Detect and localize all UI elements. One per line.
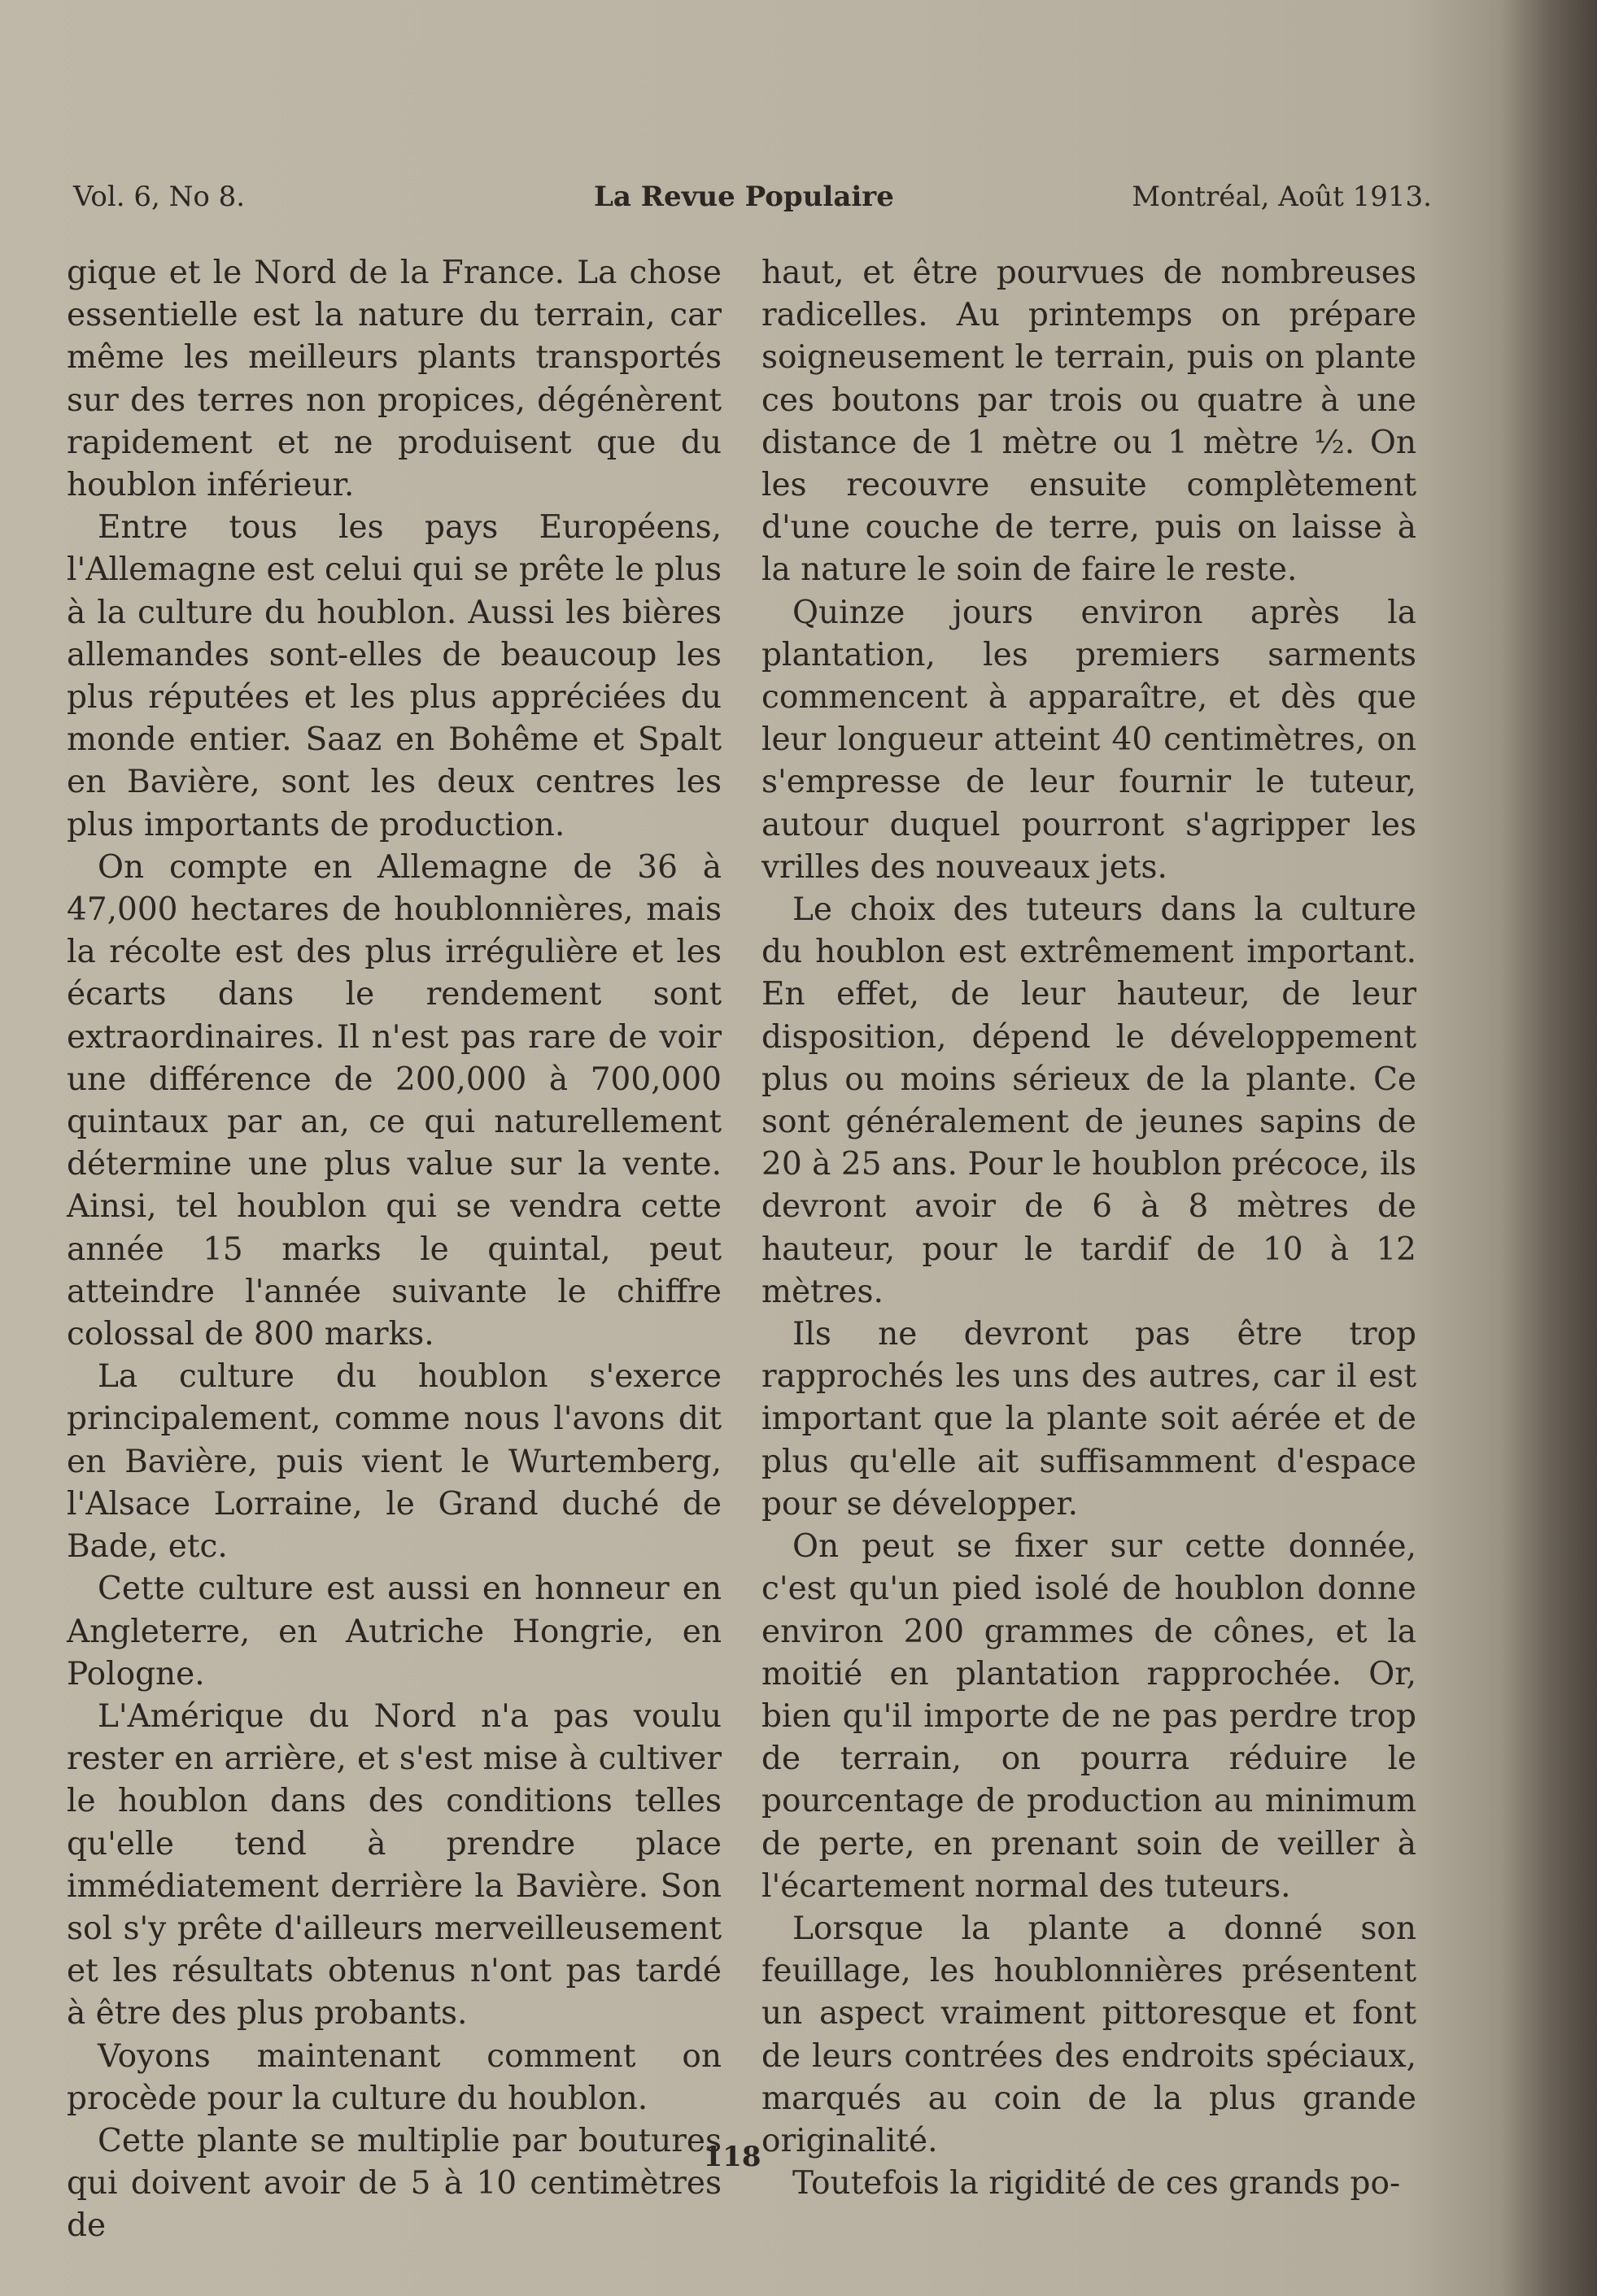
volume-number: Vol. 6, No 8. xyxy=(73,181,246,213)
page-number: 118 xyxy=(703,2141,761,2173)
paragraph: L'Amérique du Nord n'a pas voulu rester en arrière, et s'est mise à cultiver le houblon dans des conditions telles qu'elle tend à prendre place immédiatement derrière la Bavière. Son sol s'y prête d'ailleurs merveilleusement et les résultats obtenus n'ont pas tardé à être des plus probants. xyxy=(67,1697,722,2032)
journal-title: La Revue Populaire xyxy=(594,181,894,213)
paragraph: Le choix des tuteurs dans la culture du houblon est extrêmement important. En effet, de leur hauteur, de leur disposition, dépend le développement plus ou moins sérieux de la plante. Ce sont généralement de jeunes sapins de 20 à 25 ans. Pour le houblon précoce, ils devront avoir de 6 à 8 mètres de hauteur, pour le tardif de 10 à 12 mètres. xyxy=(761,891,1416,1310)
paragraph: Voyons maintenant comment on procède pour la culture du houblon. xyxy=(67,2037,722,2117)
paragraph: haut, et être pourvues de nombreuses radicelles. Au printemps on prépare soigneusement le terrain, puis on plante ces boutons par trois ou quatre à une distance de 1 mètre ou 1 mètre ½. On les recouvre ensuite complètement d'une couche de terre, puis on laisse à la nature le soin de faire le reste. xyxy=(761,255,1416,589)
place-date: Montréal, Août 1913. xyxy=(1132,181,1432,213)
paragraph: Lorsque la plante a donné son feuillage, les houblonnières présentent un aspect vraiment pittoresque et font de leurs contrées des endroits spéciaux, marqués au coin de la plus grande originalité. xyxy=(761,1910,1416,2159)
paragraph: On compte en Allemagne de 36 à 47,000 hectares de houblonnières, mais la récolte est des plus irrégulière et les écarts dans le rendement sont extraordinaires. Il n'est pas rare de voir une différence de 200,000 à 700,000 quintaux par an, ce qui naturellement détermine une plus value sur la vente. Ainsi, tel houblon qui se vendra cette année 15 marks le quintal, peut atteindre l'année suivante le chiffre colossal de 800 marks. xyxy=(67,848,722,1353)
paragraph: On peut se fixer sur cette donnée, c'est qu'un pied isolé de houblon donne environ 200 grammes de cônes, et la moitié en plantation rapprochée. Or, bien qu'il importe de ne pas perdre trop de terrain, on pourra réduire le pourcentage de production au minimum de perte, en prenant soin de veiller à l'écartement normal des tuteurs. xyxy=(761,1528,1416,1905)
right-column xyxy=(761,252,1416,2205)
left-column xyxy=(67,252,722,2248)
paragraph: Cette plante se multiplie par boutures qui doivent avoir de 5 à 10 centimètres de xyxy=(67,2122,722,2245)
paragraph: Toutefois la rigidité de ces grands po- xyxy=(792,2165,1401,2202)
paragraph: Quinze jours environ après la plantation, les premiers sarments commencent à apparaître, et dès que leur longueur atteint 40 centimètres, on s'empresse de leur fournir le tuteur, autour duquel pourront s'agripper les vrilles des nouveaux jets. xyxy=(761,594,1416,886)
paragraph: Entre tous les pays Européens, l'Allemagne est celui qui se prête le plus à la culture du houblon. Aussi les bières allemandes sont-elles de beaucoup les plus réputées et les plus appréciées du monde entier. Saaz en Bohême et Spalt en Bavière, sont les deux centres les plus importants de production. xyxy=(67,509,722,843)
running-header xyxy=(73,181,1432,221)
paragraph: Ils ne devront pas être trop rapprochés les uns des autres, car il est important que la plante soit aérée et de plus qu'elle ait suffisamment d'espace pour se développer. xyxy=(761,1316,1416,1523)
paragraph: Cette culture est aussi en honneur en Angleterre, en Autriche Hongrie, en Pologne. xyxy=(67,1571,722,1693)
paragraph: gique et le Nord de la France. La chose essentielle est la nature du terrain, car même les meilleurs plants transportés sur des terres non propices, dégénèrent rapidement et ne produisent que du houblon inférieur. xyxy=(67,255,722,504)
paragraph: La culture du houblon s'exerce principalement, comme nous l'avons dit en Bavière, puis vient le Wurtemberg, l'Alsace Lorraine, le Grand duché de Bade, etc. xyxy=(67,1358,722,1566)
